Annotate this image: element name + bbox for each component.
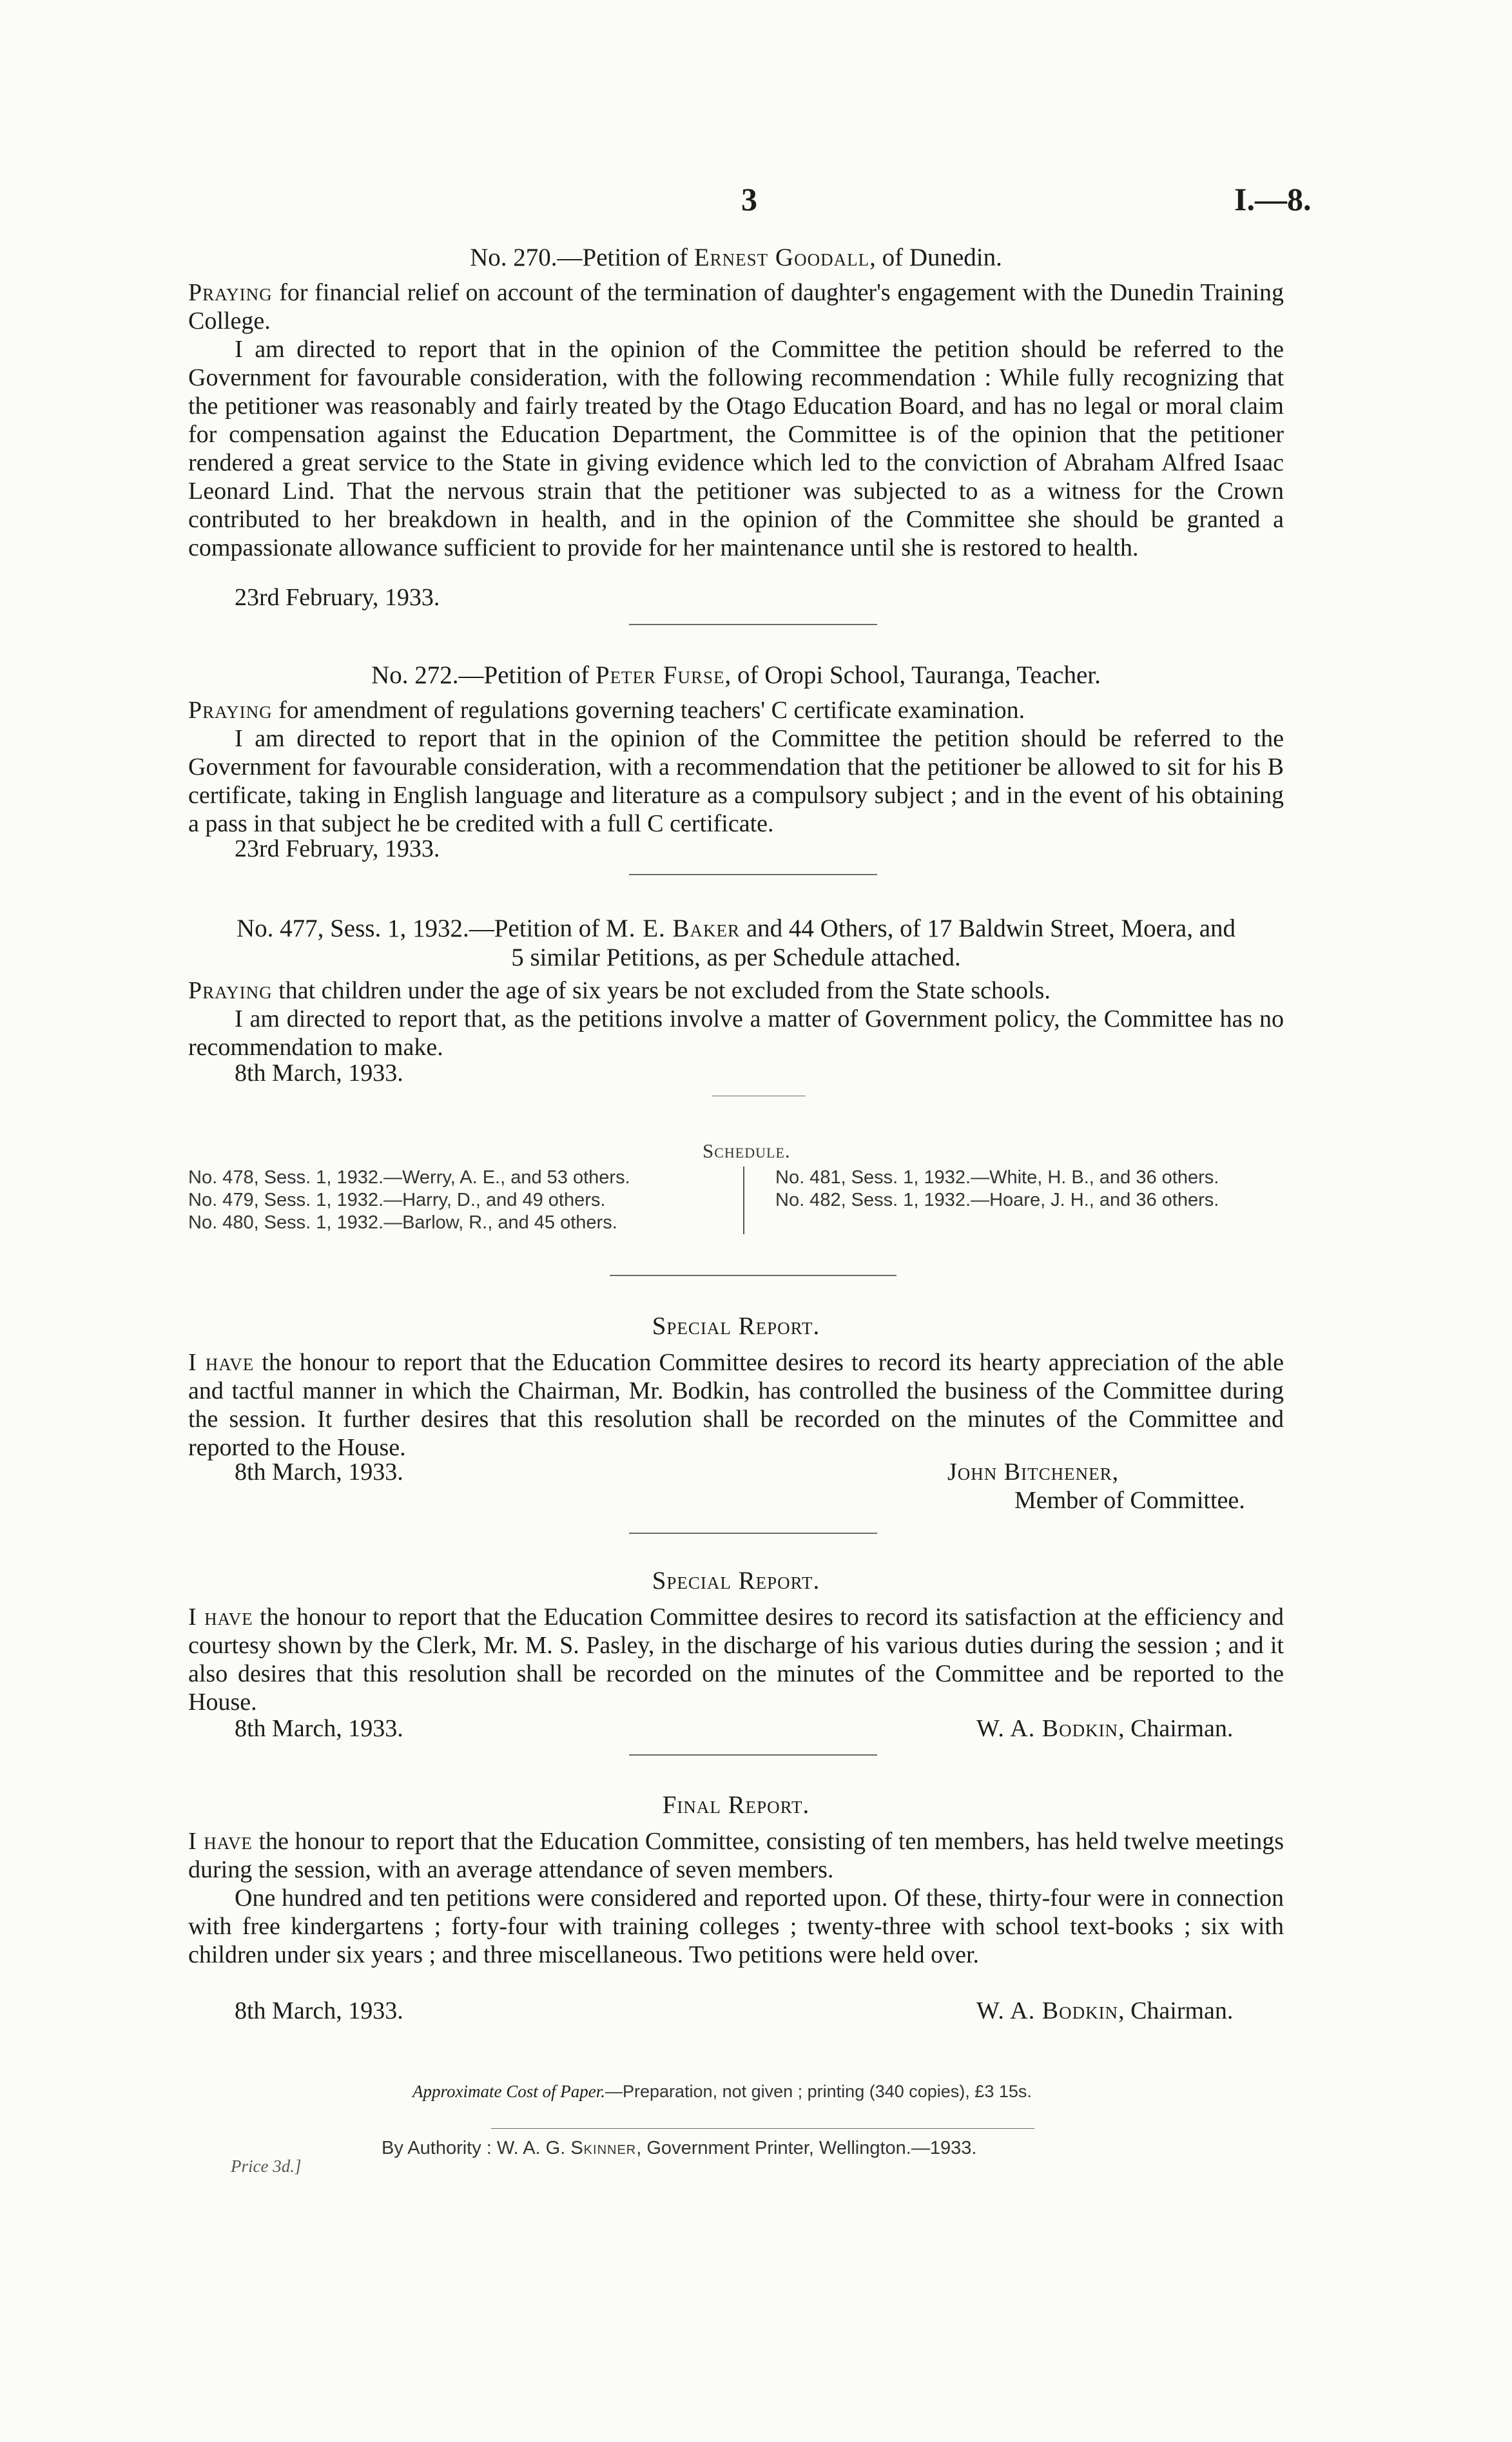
authority-line: By Authority : W. A. G. Skinner, Government Printer, Wellington.—1933. — [382, 2138, 977, 2158]
petition-272-date: 23rd February, 1933. — [235, 835, 440, 862]
report-lead: I have — [188, 1604, 253, 1631]
schedule-entry: No. 481, Sess. 1, 1932.—White, H. B., and 36 others. — [775, 1167, 1219, 1188]
petition-272-body: Praying for amendment of regulations governing teachers' C certificate examination. I am directed to report that in the opinion of the Committee the petition should be referred to the Government for favourable consideration, with a recommendation that the petitioner be allowed to sit for his B certificate, taking in English language and literature as a compulsory subject ; and in the event of his obtaining a pass in that subject he be credited with a full C certificate. — [188, 697, 1284, 837]
petitioner-name: Ernest Goodall — [693, 244, 870, 271]
praying-lead: Praying — [188, 977, 273, 1004]
petition-272-title: No. 272.—Petition of Peter Furse, of Oropi School, Tauranga, Teacher. — [371, 661, 1101, 689]
schedule-left-column — [188, 1167, 630, 1234]
report-lead: I have — [188, 1349, 255, 1376]
report-lead: I have — [188, 1828, 253, 1855]
schedule-right-column — [775, 1167, 1219, 1212]
petition-477-body: Praying that children under the age of six years be not excluded from the State schools. I am directed to report that, as the petitions involve a matter of Government policy, the Committee has no recommendation to make. — [188, 977, 1284, 1061]
petition-270-date: 23rd February, 1933. — [235, 584, 440, 611]
final-report-heading: Final Report. — [662, 1791, 810, 1819]
divider — [629, 874, 877, 875]
schedule-entry: No. 482, Sess. 1, 1932.—Hoare, J. H., and 36 others. — [775, 1190, 1219, 1210]
divider — [629, 624, 877, 625]
praying-lead: Praying — [188, 697, 273, 724]
petition-272-report: I am directed to report that in the opinion of the Committee the petition should be referred to the Government for favourable consideration, with a recommendation that the petitioner be allowed to sit for his B certificate, taking in English language and literature as a compulsory subject ; and in the event of his obtaining a pass in that subject he be credited with a full C certificate. — [188, 725, 1284, 837]
signatory-role: Member of Committee. — [1014, 1487, 1245, 1514]
chairman-signature: W. A. Bodkin, Chairman. — [976, 1997, 1234, 2024]
praying-lead: Praying — [188, 279, 273, 306]
final-report-summary: One hundred and ten petitions were considered and reported upon. Of these, thirty-four were in connection with free kindergartens ; forty-four with training colleges ; twenty-three with school text-books ; six with children under six years ; and three miscellaneous. Two petitions were held over. — [188, 1885, 1284, 1968]
petition-270-report: I am directed to report that in the opinion of the Committee the petition should be referred to the Government for favourable consideration, with the following recommendation : While fully recognizing that the petitioner was reasonably and fairly treated by the Otago Education Board, and has no legal or moral claim for compensation against the Education Department, the Committee is of the opinion that the petitioner rendered a great service to the State in giving evidence which led to the conviction of Abraham Alfred Isaac Leonard Lind. That the nervous strain that the petitioner was subjected to as a witness for the Crown contributed to her breakdown in health, and in the opinion of the Committee she should be granted a compassionate allowance sufficient to provide for her maintenance until she is restored to health. — [188, 336, 1284, 561]
divider — [629, 1533, 877, 1534]
divider — [629, 1754, 877, 1756]
schedule-heading: Schedule. — [703, 1139, 791, 1162]
price: Price 3d.] — [231, 2156, 302, 2176]
petition-270-body: Praying for financial relief on account of the termination of daughter's engagement with the Dunedin Training College. I am directed to report that in the opinion of the Committee the petition should be referred to the Government for favourable consideration, with the following recommendation : While fully recognizing that the petitioner was reasonably and fairly treated by the Otago Education Board, and has no legal or moral claim for compensation against the Education Department, the Committee is of the opinion that the petitioner rendered a great service to the State in giving evidence which led to the conviction of Abraham Alfred Isaac Leonard Lind. That the nervous strain that the petitioner was subjected to as a witness for the Crown contributed to her breakdown in health, and in the opinion of the Committee she should be granted a compassionate allowance sufficient to provide for her maintenance until she is restored to health. — [188, 279, 1284, 561]
petition-477-report: I am directed to report that, as the petitions involve a matter of Government policy, the Committee has no recommendation to make. — [188, 1005, 1284, 1061]
schedule-entry: No. 478, Sess. 1, 1932.—Werry, A. E., and 53 others. — [188, 1167, 630, 1188]
footer-rule — [491, 2128, 1034, 2129]
final-report-date: 8th March, 1933. — [235, 1997, 403, 2024]
special-report-2-body: I have the honour to report that the Education Committee desires to record its satisfaction at the efficiency and courtesy shown by the Clerk, Mr. M. S. Pasley, in the discharge of his various duties during the session ; and it also desires that this resolution shall be recorded on the minutes of the Committee and be reported to the House. — [188, 1604, 1284, 1716]
schedule-entry: No. 479, Sess. 1, 1932.—Harry, D., and 49 others. — [188, 1190, 606, 1210]
special-report-2-heading: Special Report. — [652, 1567, 820, 1594]
chairman-signature: W. A. Bodkin, Chairman. — [976, 1715, 1234, 1742]
paper-reference: I.—8. — [1234, 181, 1312, 217]
petitioner-name: Peter Furse — [595, 661, 725, 689]
petitioner-name: M. E. Baker — [606, 915, 741, 942]
cost-of-paper: Approximate Cost of Paper.—Preparation, not given ; printing (340 copies), £3 15s. — [412, 2082, 1032, 2101]
petition-477-title: No. 477, Sess. 1, 1932.—Petition of M. E. Baker and 44 Others, of 17 Baldwin Street, Moera, and 5 similar Petitions, as per Schedule attached. — [236, 915, 1236, 971]
divider — [610, 1275, 897, 1276]
signatory-name: John Bitchener, — [947, 1458, 1119, 1486]
page-number: 3 — [741, 181, 757, 217]
special-report-1-heading: Special Report. — [652, 1312, 820, 1340]
petition-477-date: 8th March, 1933. — [235, 1060, 403, 1087]
special-report-2-date: 8th March, 1933. — [235, 1715, 403, 1742]
special-report-1-date: 8th March, 1933. — [235, 1458, 403, 1486]
schedule-separator — [743, 1167, 744, 1234]
final-report-body: I have the honour to report that the Education Committee, consisting of ten members, has held twelve meetings during the session, with an average attendance of seven members. One hundred and ten petitions were considered and reported upon. Of these, thirty-four were in connection with free kindergartens ; forty-four with training colleges ; twenty-three with school text-books ; six with children under six years ; and three miscellaneous. Two petitions were held over. — [188, 1828, 1284, 1968]
special-report-1-body: I have the honour to report that the Education Committee desires to record its hearty appreciation of the able and tactful manner in which the Chairman, Mr. Bodkin, has controlled the business of the Committee during the session. It further desires that this resolution shall be recorded on the minutes of the Committee and reported to the House. — [188, 1349, 1284, 1461]
petition-270-title: No. 270.—Petition of Ernest Goodall, of Dunedin. — [470, 244, 1002, 271]
schedule-entry: No. 480, Sess. 1, 1932.—Barlow, R., and 45 others. — [188, 1212, 617, 1233]
